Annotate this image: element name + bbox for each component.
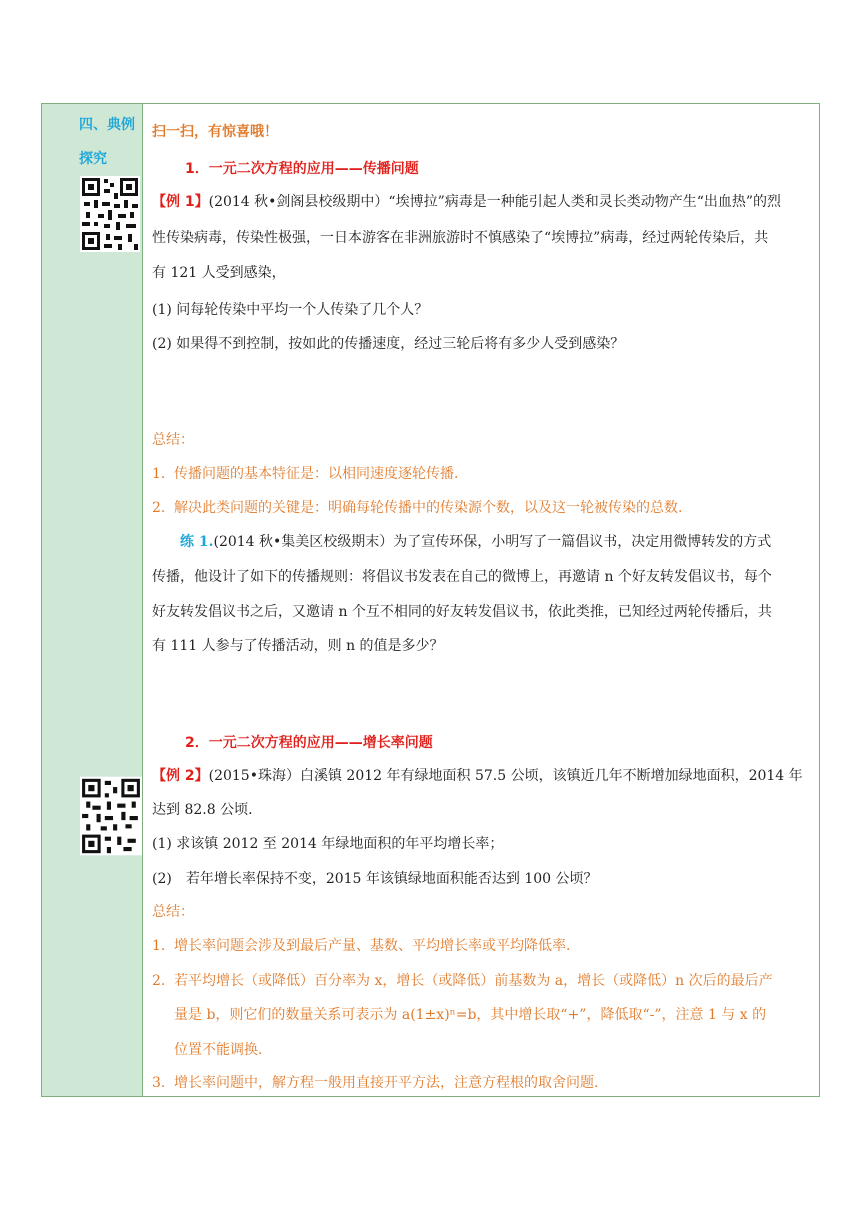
example2-q2: (2) 若年增长率保持不变，2015 年该镇绿地面积能否达到 100 公顷？ <box>152 871 598 887</box>
summary1-item1-num: 1. <box>152 466 166 482</box>
summary2-label: 总结： <box>152 904 194 920</box>
summary2-item2-line3: 位置不能调换. <box>174 1042 263 1058</box>
summary2-item3-text: 增长率问题中，解方程一般用直接开平方法，注意方程根的取舍问题. <box>174 1075 599 1091</box>
qr-code-icon[interactable] <box>80 176 140 252</box>
summary1-item1-text: 传播问题的基本特征是：以相同速度逐轮传播. <box>174 466 459 482</box>
practice1-tag: 练 1. <box>180 534 214 550</box>
side-title-line2: 探究 <box>79 151 107 167</box>
example1-q1: (1) 问每轮传染中平均一个人传染了几个人？ <box>152 302 429 318</box>
practice1-line4: 有 111 人参与了传播活动，则 n 的值是多少？ <box>152 638 444 654</box>
summary2-item2-line1 <box>152 971 773 991</box>
example2-line2: 达到 82.8 公顷. <box>152 802 253 818</box>
summary1-item1 <box>152 464 458 484</box>
section2-heading: 2．一元二次方程的应用——增长率问题 <box>185 735 433 751</box>
summary2-item3 <box>152 1073 598 1093</box>
summary2-item2-text1: 若平均增长（或降低）百分率为 x，增长（或降低）前基数为 a，增长（或降低）n 次后的最后产 <box>174 973 773 989</box>
summary1-item2 <box>152 498 682 518</box>
example2-line1 <box>152 766 803 786</box>
practice1-line2: 传播，他设计了如下的传播规则：将倡议书发表在自己的微博上，再邀请 n 个好友转发倡议书，每个 <box>152 569 772 585</box>
summary2-item1 <box>152 936 570 956</box>
summary1-item2-num: 2. <box>152 500 166 516</box>
scan-prompt: 扫一扫，有惊喜哦！ <box>152 124 278 140</box>
summary2-item2-line2: 量是 b，则它们的数量关系可表示为 a(1±x)ⁿ=b，其中增长取“+”，降低取“-”，注意 1 与 x 的 <box>174 1007 767 1023</box>
example2-q1: (1) 求该镇 2012 至 2014 年绿地面积的年平均增长率； <box>152 836 504 852</box>
summary2-item1-text: 增长率问题会涉及到最后产量、基数、平均增长率或平均降低率. <box>174 938 571 954</box>
lesson-table <box>41 103 820 1097</box>
summary2-item3-num: 3. <box>152 1075 166 1091</box>
example1-text: (2014 秋•剑阁县校级期中）“埃博拉”病毒是一种能引起人类和灵长类动物产生“出血热”的烈 <box>208 194 782 210</box>
section1-heading: 1．一元二次方程的应用——传播问题 <box>185 161 419 177</box>
practice1-text: (2014 秋•集美区校级期末）为了宣传环保，小明写了一篇倡议书，决定用微博转发的方式 <box>213 534 772 550</box>
summary1-label: 总结： <box>152 432 194 448</box>
example1-line3: 有 121 人受到感染， <box>152 265 286 281</box>
side-title-line1: 四、典例 <box>79 117 135 133</box>
practice1-line3: 好友转发倡议书之后，又邀请 n 个互不相同的好友转发倡议书，依此类推，已知经过两轮传播后，共 <box>152 604 772 620</box>
side-column <box>42 104 143 1096</box>
summary2-item1-num: 1. <box>152 938 166 954</box>
main-content <box>152 104 817 1096</box>
example1-q2: (2) 如果得不到控制，按如此的传播速度，经过三轮后将有多少人受到感染？ <box>152 336 625 352</box>
summary2-item2-num: 2. <box>152 973 166 989</box>
practice1-line1 <box>180 532 771 552</box>
qr-code-icon[interactable] <box>80 774 142 858</box>
example1-line1 <box>152 192 781 212</box>
example1-tag: 【例 1】 <box>152 194 209 210</box>
example2-tag: 【例 2】 <box>152 768 209 784</box>
example1-line2: 性传染病毒，传染性极强，一日本游客在非洲旅游时不慎感染了“埃博拉”病毒，经过两轮传染后，共 <box>152 230 769 246</box>
summary1-item2-text: 解决此类问题的关键是：明确每轮传播中的传染源个数，以及这一轮被传染的总数. <box>174 500 683 516</box>
example2-text: (2015•珠海）白溪镇 2012 年有绿地面积 57.5 公顷，该镇近几年不断增加绿地面积，2014 年 <box>208 768 803 784</box>
